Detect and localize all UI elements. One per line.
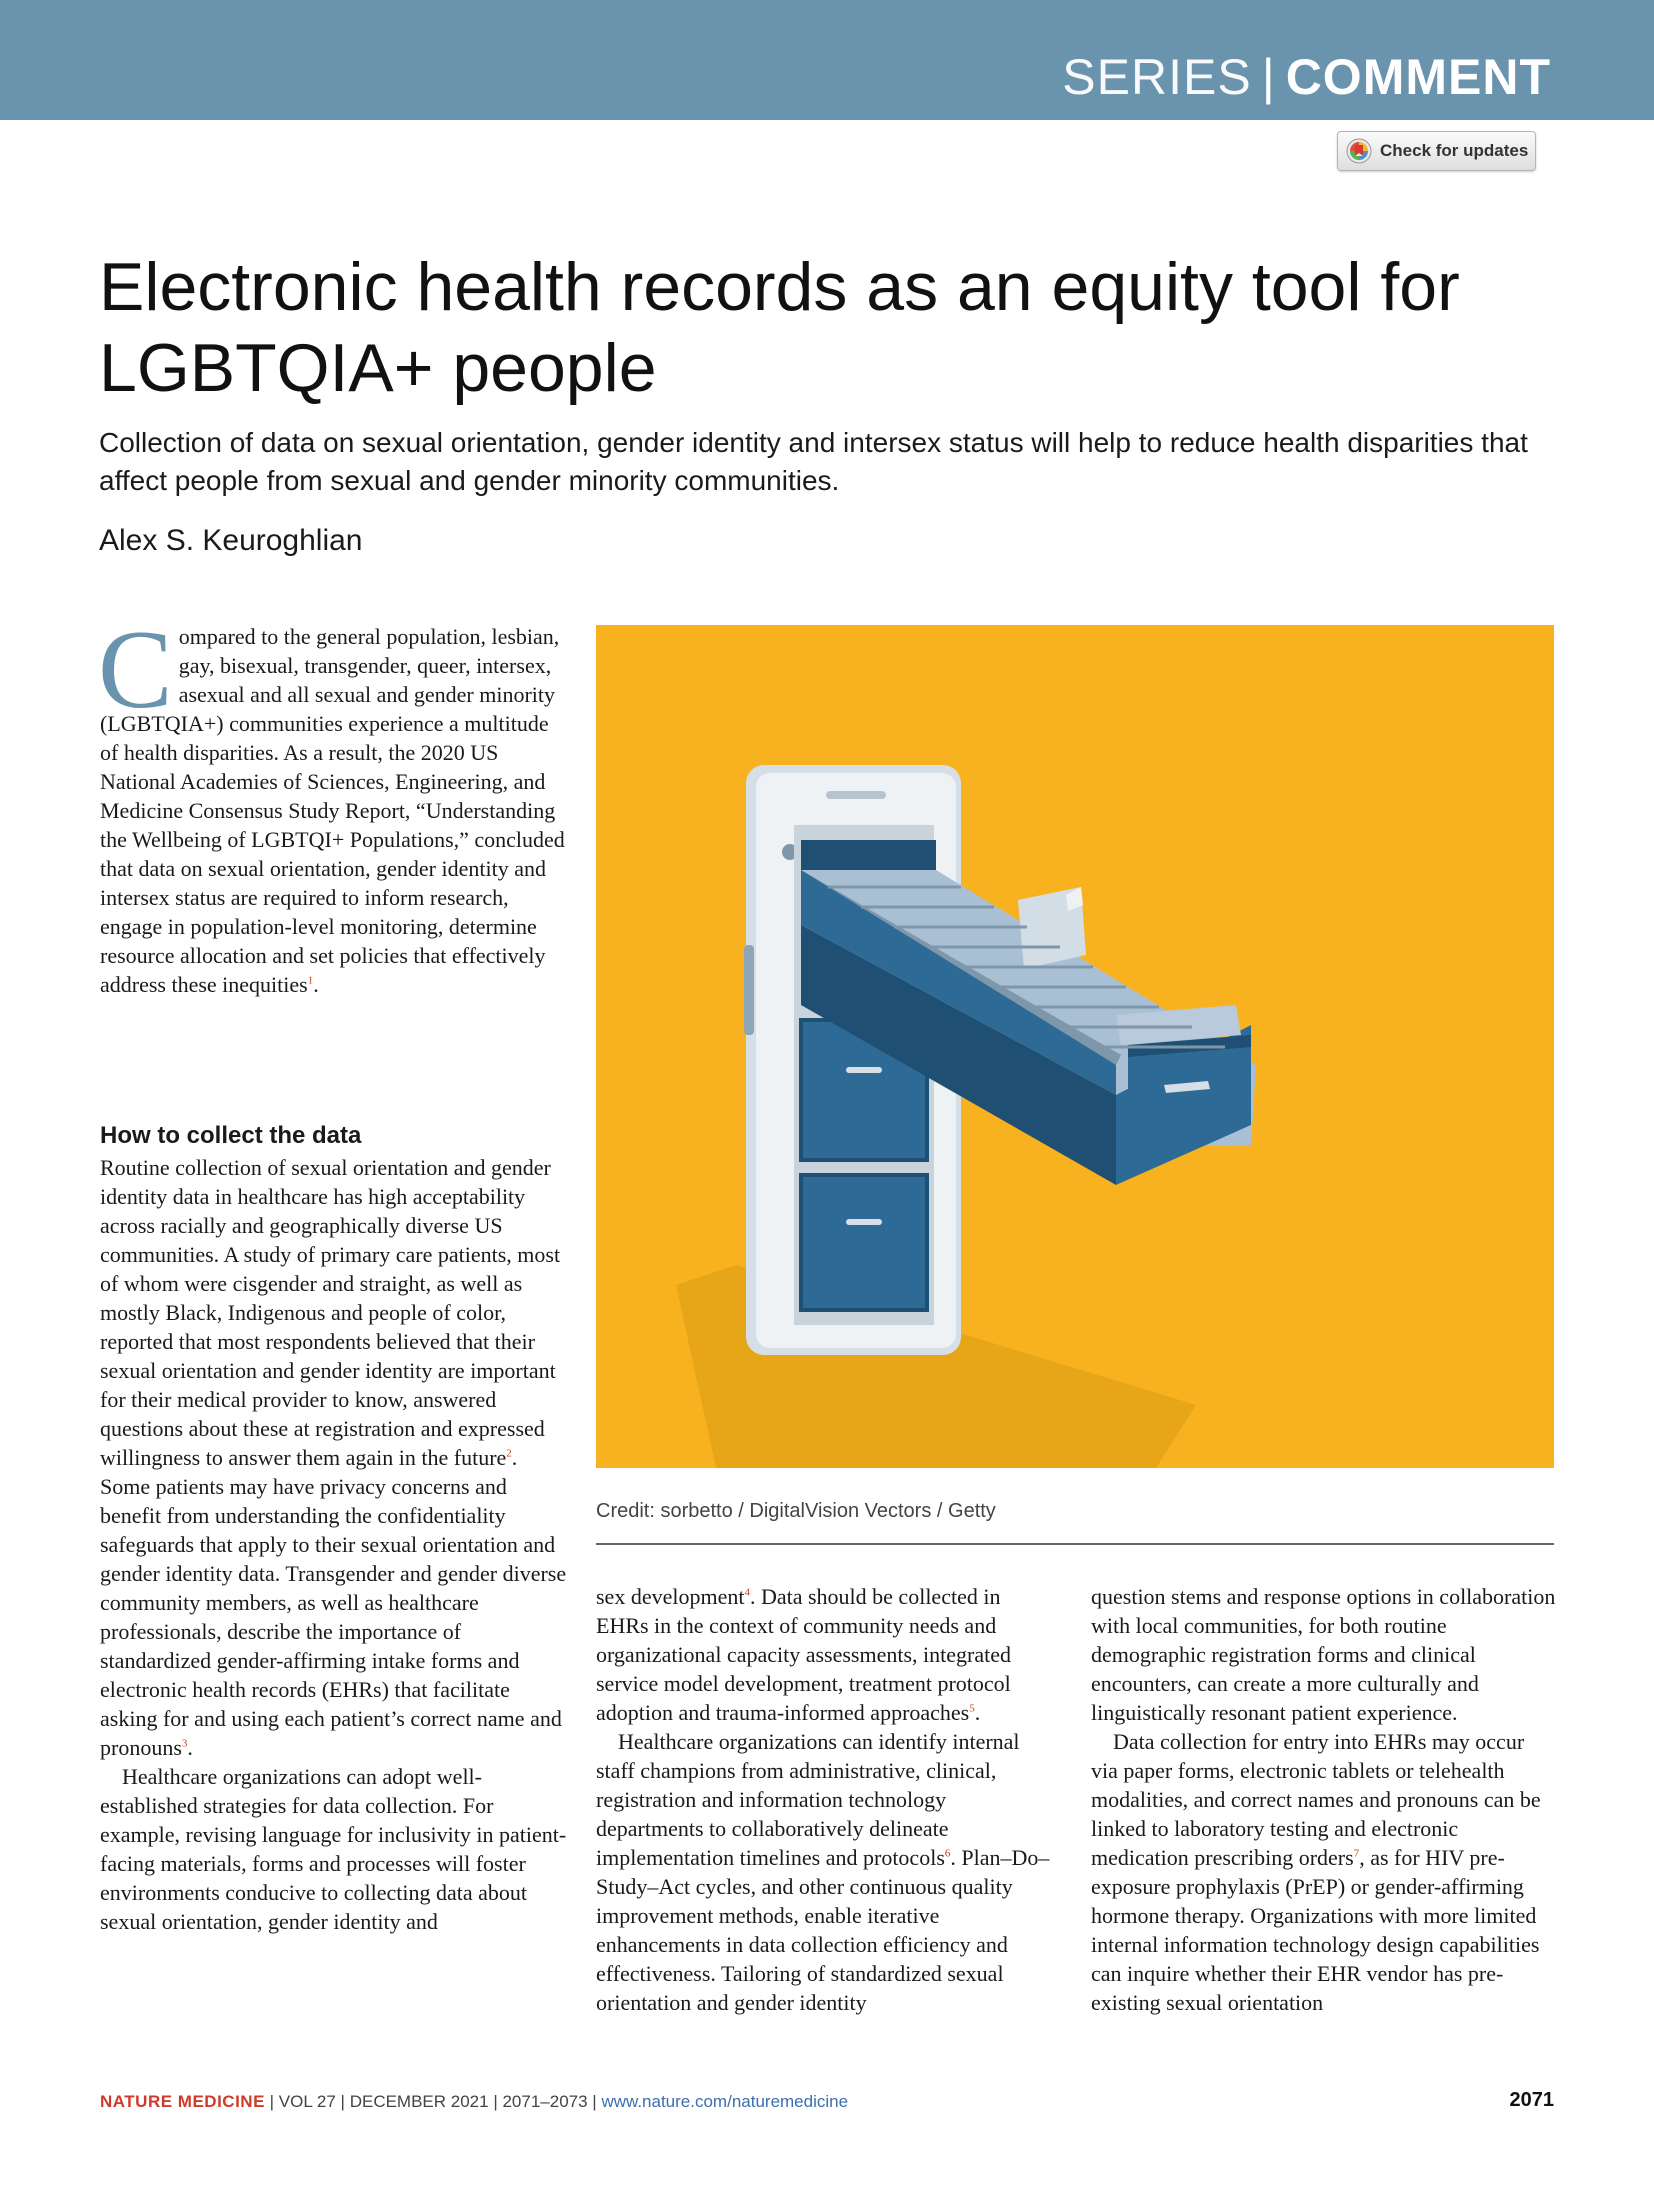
column-1-section	[100, 1121, 570, 1936]
journal-url-link[interactable]: www.nature.com/naturemedicine	[601, 2092, 849, 2111]
c3-p2a: Data collection for entry into EHRs may occur via paper forms, electronic tablets or telehealth modalities, and correct names and pronouns can be linked to laboratory testing and electronic medication prescribing orders	[1091, 1729, 1541, 1870]
page-number: 2071	[1509, 2089, 1554, 2111]
column-2	[596, 1582, 1056, 2017]
journal-name: NATURE MEDICINE	[100, 2092, 265, 2111]
drawer-handle-bottom	[846, 1219, 882, 1225]
paragraph-2b: . Some patients may have privacy concerns and benefit from understanding the confidentiality safeguards that apply to their sexual orientation and gender identity data. Transgender and gender diverse community members, as well as healthcare professionals, describe the importance of standardized gender-affirming intake forms and electronic health records (EHRs) that facilitate asking for and using each patient’s correct name and pronouns	[100, 1445, 567, 1760]
footer-sep: |	[335, 2092, 350, 2111]
file-drawer-phone-illustration	[596, 625, 1554, 1468]
page-range: 2071–2073	[502, 2092, 588, 2111]
drawer-handle-middle	[846, 1067, 882, 1073]
footer-sep: |	[587, 2092, 602, 2111]
c2-p2b: . Plan–Do–Study–Act cycles, and other continuous quality improvement methods, enable iterative enhancements in data collection efficiency and effectiveness. Tailoring of standardized sexual orientation and gender identity	[596, 1845, 1050, 2015]
cabinet-drawer-bottom	[801, 1175, 927, 1310]
series-separator: |	[1261, 49, 1276, 105]
phone-speaker	[826, 791, 886, 799]
reference-6[interactable]: 6	[944, 1847, 951, 1860]
c3-p2b: , as for HIV pre-exposure prophylaxis (PrEP) or gender-affirming hormone therapy. Organizations with more limited internal information technology design capabilities can inquire whether their EHR vendor has pre-existing sexual orientation	[1091, 1845, 1540, 2015]
column-1-intro	[98, 608, 570, 999]
intro-text: ompared to the general population, lesbian, gay, bisexual, transgender, queer, intersex, asexual and all sexual and gender minority (LGBTQIA+) communities experience a multitude of health disparities. As a result, the 2020 US National Academies of Sciences, Engineering, and Medicine Consensus Study Report, “Understanding the Wellbeing of LGBTQI+ Populations,” concluded that data on sexual orientation, gender identity and intersex status are required to inform research, engage in population-level monitoring, determine resource allocation and set policies that effectively address these inequities	[100, 624, 565, 997]
series-header-bar	[0, 0, 1654, 120]
article-title: Electronic health records as an equity tool for LGBTQIA+ people	[99, 249, 1460, 406]
reference-3[interactable]: 3	[181, 1737, 188, 1750]
section-heading: How to collect the data	[100, 1122, 362, 1149]
author-name: Alex S. Keuroghlian	[99, 524, 363, 557]
drawer-opening	[801, 840, 936, 870]
reference-7[interactable]: 7	[1353, 1847, 1360, 1860]
crossmark-icon	[1346, 138, 1372, 164]
issue-date: DECEMBER 2021	[349, 2092, 489, 2111]
column-2-paragraph-1	[596, 1582, 1056, 1727]
volume: VOL 27	[278, 2092, 336, 2111]
series-label	[1062, 49, 1551, 105]
c2-p2a: Healthcare organizations can identify internal staff champions from administrative, clinical, registration and information technology departments to collaboratively delineate implementation timelines and protocols	[596, 1729, 1020, 1870]
reference-2[interactable]: 2	[506, 1447, 512, 1460]
column-3-paragraph-1: question stems and response options in collaboration with local communities, for both routine demographic registration forms and clinical encounters, can create a more culturally and linguistically resonant patient experience.	[1091, 1584, 1556, 1725]
c2-p1a: sex development	[596, 1584, 745, 1609]
standfirst: Collection of data on sexual orientation, gender identity and intersex status will help to reduce health disparities that affect people from sexual and gender minority communities.	[99, 427, 1528, 496]
column-3-paragraph-2	[1091, 1727, 1556, 2017]
footer-sep: |	[264, 2092, 279, 2111]
figure-divider	[596, 1543, 1554, 1545]
footer-sep: |	[488, 2092, 503, 2111]
reference-1[interactable]: 1	[307, 974, 314, 987]
reference-5[interactable]: 5	[969, 1702, 975, 1715]
check-for-updates-button[interactable]	[1337, 131, 1536, 171]
body-paragraph-2	[100, 1153, 570, 1762]
c2-p1-end: .	[974, 1700, 981, 1725]
paragraph-2-end: .	[187, 1735, 193, 1760]
column-2-paragraph-2	[596, 1727, 1056, 2017]
phone-side-button	[744, 945, 754, 1035]
intro-end: .	[313, 972, 319, 997]
drop-cap: C	[98, 608, 173, 732]
column-3	[1091, 1582, 1556, 2017]
page-footer	[100, 2092, 848, 2112]
article-illustration	[596, 625, 1554, 1468]
check-for-updates-label: Check for updates	[1380, 141, 1529, 160]
paragraph-2a: Routine collection of sexual orientation and gender identity data in healthcare has high acceptability across racially and geographically diverse US communities. A study of primary care patients, most of whom were cisgender and straight, as well as mostly Black, Indigenous and people of color, reported that most respondents believed that their sexual orientation and gender identity are important for their medical provider to know, answered questions about these at registration and expressed willingness to answer them again in the future	[100, 1155, 561, 1470]
figure-credit: Credit: sorbetto / DigitalVision Vectors / Getty	[596, 1500, 996, 1522]
reference-4[interactable]: 4	[744, 1586, 750, 1599]
series-text: SERIES	[1062, 49, 1252, 105]
section-text: COMMENT	[1285, 49, 1551, 105]
c2-p1b: . Data should be collected in EHRs in the context of community needs and organizational capacity assessments, integrated service model development, treatment protocol adoption and trauma-informed approaches	[596, 1584, 1012, 1725]
body-paragraph-3: Healthcare organizations can adopt well-established strategies for data collection. For example, revising language for inclusivity in patient-facing materials, forms and processes will foster environments conducive to collecting data about sexual orientation, gender identity and	[100, 1764, 567, 1934]
intro-paragraph	[98, 608, 570, 999]
